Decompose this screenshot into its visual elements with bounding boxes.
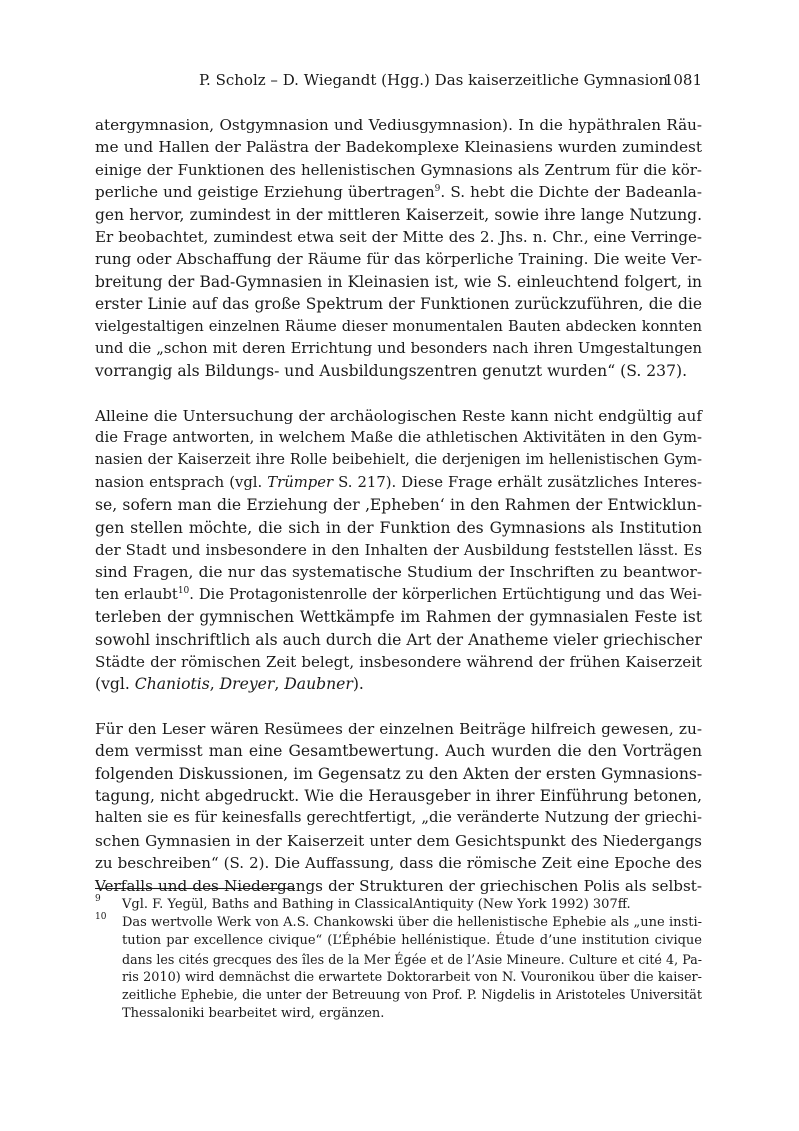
footnotes	[95, 896, 702, 1023]
page-number: 1081	[663, 71, 702, 89]
text-line	[95, 472, 702, 494]
footnote-10	[95, 914, 702, 1023]
footnote-line: ris 2010) wird demnächst die erwartete Doktorarbeit von N. Vouronikou über die kaiser-	[122, 969, 702, 985]
text-line: Alleine die Untersuchung der archäologischen Reste kann nicht endgültig auf	[95, 406, 702, 425]
text-line: dem vermisst man eine Gesamtbewertung. Auch wurden die den Vorträgen	[95, 742, 702, 761]
footnote-number: 10	[95, 912, 107, 923]
author-name: Chaniotis	[134, 675, 210, 694]
text-line: sowohl inschriftlich als auch durch die Art der Anatheme vieler griechischer	[95, 630, 702, 649]
text-line: die Frage antworten, in welchem Maße die athletischen Aktivitäten in den Gym-	[95, 429, 702, 447]
text-line	[95, 584, 702, 606]
main-text	[95, 114, 702, 897]
author-name: Dreyer	[219, 675, 275, 694]
text-line: tagung, nicht abgedruckt. Wie die Herausgeber in ihrer Einführung betonen,	[95, 786, 702, 805]
footnote-ref-10[interactable]: 10	[177, 585, 190, 596]
footnote-line: dans les cités grecques des îles de la Mer Égée et de l’Asie Mineure. Culture et cité 4, Pa-	[122, 951, 702, 967]
text-line: rung oder Abschaffung der Räume für das körperliche Training. Die weite Ver-	[95, 250, 702, 269]
text-line: halten sie es für keinesfalls gerechtfertigt, „die veränderte Nutzung der griechi-	[95, 809, 702, 827]
footnote-9	[95, 896, 702, 914]
author-name: Trümper	[267, 473, 334, 491]
text-line: der Stadt und insbesondere in den Inhalten der Ausbildung feststellen lässt. Es	[95, 541, 702, 560]
text-line: me und Hallen der Palästra der Badekomplexe Kleinasiens wurden zumindest	[95, 138, 702, 157]
footnote-line: Thessaloniki bearbeitet wird, ergänzen.	[122, 1006, 385, 1022]
text-line: gen hervor, zumindest in der mittleren Kaiserzeit, sowie ihre lange Nutzung.	[95, 205, 702, 224]
text-segment: (vgl.	[95, 675, 135, 694]
text-segment: . Die Protagonistenrolle der körperlichen Ertüchtigung und das Wei-	[189, 585, 702, 603]
text-segment: ten erlaubt	[95, 585, 178, 603]
text-segment: ,	[209, 675, 220, 694]
text-line: erster Linie auf das große Spektrum der Funktionen zurückzuführen, die die	[95, 295, 702, 314]
text-segment: . S. hebt die Dichte der Badeanla-	[440, 183, 702, 202]
text-line	[95, 673, 702, 695]
footnote-line: tution par excellence civique“ (L’Éphébie hellénistique. Étude d’une institution civique	[122, 933, 702, 949]
text-line: folgenden Diskussionen, im Gegensatz zu den Akten der ersten Gymnasions-	[95, 764, 703, 783]
text-line: vielgestaltigen einzelnen Räume dieser monumentalen Bauten abdecken konnten	[95, 317, 702, 335]
text-line: Er beobachtet, zumindest etwa seit der Mitte des 2. Jhs. n. Chr., eine Verringe-	[95, 227, 702, 246]
footnote-ref-9[interactable]: 9	[434, 184, 441, 195]
footnote-line: Vgl. F. Yegül, Baths and Bathing in ClassicalAntiquity (New York 1992) 307ff.	[122, 897, 631, 912]
text-segment: perliche und geistige Erziehung übertragen	[95, 183, 435, 202]
text-line: atergymnasion, Ostgymnasion und Vediusgymnasion). In die hypäthralen Räu-	[95, 116, 702, 134]
text-line: zu beschreiben“ (S. 2). Die Auffassung, dass die römische Zeit eine Epoche des	[95, 854, 702, 873]
text-line: vorrangig als Bildungs- und Ausbildungszentren genutzt wurden“ (S. 237).	[95, 362, 688, 381]
footnote-number: 9	[95, 894, 101, 904]
text-line: gen stellen möchte, die sich in der Funktion des Gymnasions als Institution	[95, 518, 702, 537]
running-title: P. Scholz – D. Wiegandt (Hgg.) Das kaiserzeitliche Gymnasion	[199, 71, 669, 89]
footnote-line: Das wertvolle Werk von A.S. Chankowski über die hellenistische Ephebie als „une insti-	[122, 915, 702, 931]
footnote-line: zeitliche Ephebie, die unter der Betreuung von Prof. P. Nigdelis in Aristoteles Universität	[122, 987, 702, 1003]
text-line: Für den Leser wären Resümees der einzelnen Beiträge hilfreich gewesen, zu-	[95, 719, 702, 738]
author-name: Daubner	[284, 675, 353, 694]
text-line: schen Gymnasien in der Kaiserzeit unter dem Gesichtspunkt des Niedergangs	[95, 831, 702, 850]
text-line: Städte der römischen Zeit belegt, insbesondere während der frühen Kaiserzeit	[95, 652, 702, 671]
text-line: se, sofern man die Erziehung der ‚Epheben‘ in den Rahmen der Entwicklun-	[95, 496, 702, 515]
text-segment: nasion entsprach (vgl.	[95, 473, 268, 491]
text-line: und die „schon mit deren Errichtung und besonders nach ihren Umgestaltungen	[95, 339, 702, 357]
paragraph-3	[95, 718, 702, 897]
paragraph-2	[95, 405, 702, 696]
text-segment: S. 217). Diese Frage erhält zusätzliches Interes-	[333, 473, 702, 491]
text-line	[95, 181, 702, 203]
text-line: terleben der gymnischen Wettkämpfe im Rahmen der gymnasialen Feste ist	[95, 608, 702, 627]
text-line: breitung der Bad-Gymnasien in Kleinasien ist, wie S. einleuchtend folgert, in	[95, 272, 702, 291]
text-line: Verfalls und des Niedergangs der Strukturen der griechischen Polis als selbst-	[95, 876, 702, 895]
text-segment: ,	[274, 675, 285, 694]
footnote-separator	[95, 888, 295, 889]
text-segment: ).	[352, 675, 364, 694]
text-line: sind Fragen, die nur das systematische Studium der Inschriften zu beantwor-	[95, 563, 702, 582]
paragraph-1	[95, 114, 702, 383]
text-line: nasien der Kaiserzeit ihre Rolle beibehielt, die derjenigen im hellenistischen Gym-	[95, 452, 702, 469]
text-line: einige der Funktionen des hellenistischen Gymnasions als Zentrum für die kör-	[95, 160, 702, 179]
